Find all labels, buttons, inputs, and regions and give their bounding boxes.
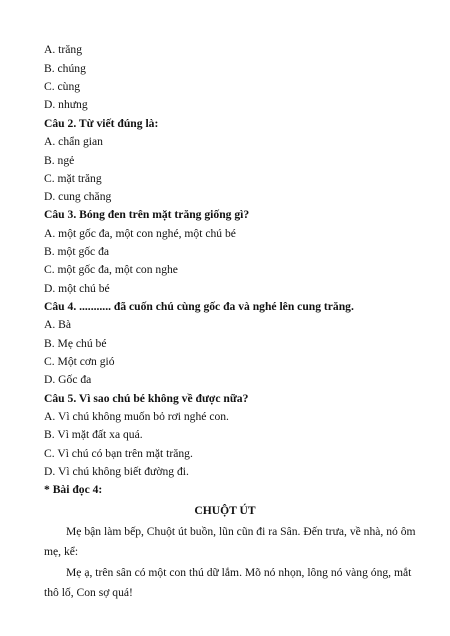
q3-option-c: C. một gốc đa, một con nghe — [44, 263, 178, 276]
q2-question: Câu 2. Từ viết đúng là: — [44, 117, 159, 130]
q4-option-d: D. Gốc đa — [44, 373, 92, 386]
q1-option-d: D. nhưng — [44, 98, 88, 111]
q1-option-b: B. chúng — [44, 62, 86, 75]
q3-option-d: D. một chú bé — [44, 282, 110, 295]
q5-question: Câu 5. Vì sao chú bé không về được nữa? — [44, 392, 249, 405]
q5-option-b: B. Vì mặt đất xa quá. — [44, 428, 143, 441]
q3-option-b: B. một gốc đa — [44, 245, 110, 258]
q5-option-a: A. Vì chú không muốn bỏ rơi nghé con. — [44, 410, 229, 423]
q1-option-c: C. cùng — [44, 80, 81, 93]
story-paragraph-2-line-1: Mẹ ạ, trên sân có một con thú dữ lắm. Mõ nó nhọn, lông nó vàng óng, mắt — [66, 566, 412, 579]
q4-question: Câu 4. ........... đã cuốn chú cùng gốc đa và nghé lên cung trăng. — [44, 300, 354, 313]
story-paragraph-2-line-2: thô lố, Con sợ quá! — [44, 586, 133, 599]
reading4-heading: * Bài đọc 4: — [44, 483, 103, 496]
q5-option-d: D. Vì chú không biết đường đi. — [44, 465, 189, 478]
story-title: CHUỘT ÚT — [194, 504, 256, 517]
q3-option-a: A. một gốc đa, một con nghé, một chú bé — [44, 227, 236, 240]
q4-option-c: C. Một cơn gió — [44, 355, 115, 368]
story-paragraph-1-line-2: mẹ, kể: — [44, 545, 79, 558]
q5-option-c: C. Vì chú có bạn trên mặt trăng. — [44, 447, 193, 460]
q4-option-b: B. Mẹ chú bé — [44, 337, 107, 350]
story-paragraph-1-line-1: Mẹ bận làm bếp, Chuột út buồn, lũn cũn đi ra Sân. Đến trưa, về nhà, nó ôm — [66, 525, 416, 538]
q2-option-b: B. ngẻ — [44, 154, 75, 167]
q4-option-a: A. Bà — [44, 318, 72, 331]
q1-option-a: A. trăng — [44, 43, 82, 56]
q2-option-c: C. mặt trăng — [44, 172, 102, 185]
q3-question: Câu 3. Bóng đen trên mặt trăng giống gì? — [44, 208, 250, 221]
q2-option-a: A. chẩn gian — [44, 135, 103, 148]
q2-option-d: D. cung chăng — [44, 190, 112, 203]
